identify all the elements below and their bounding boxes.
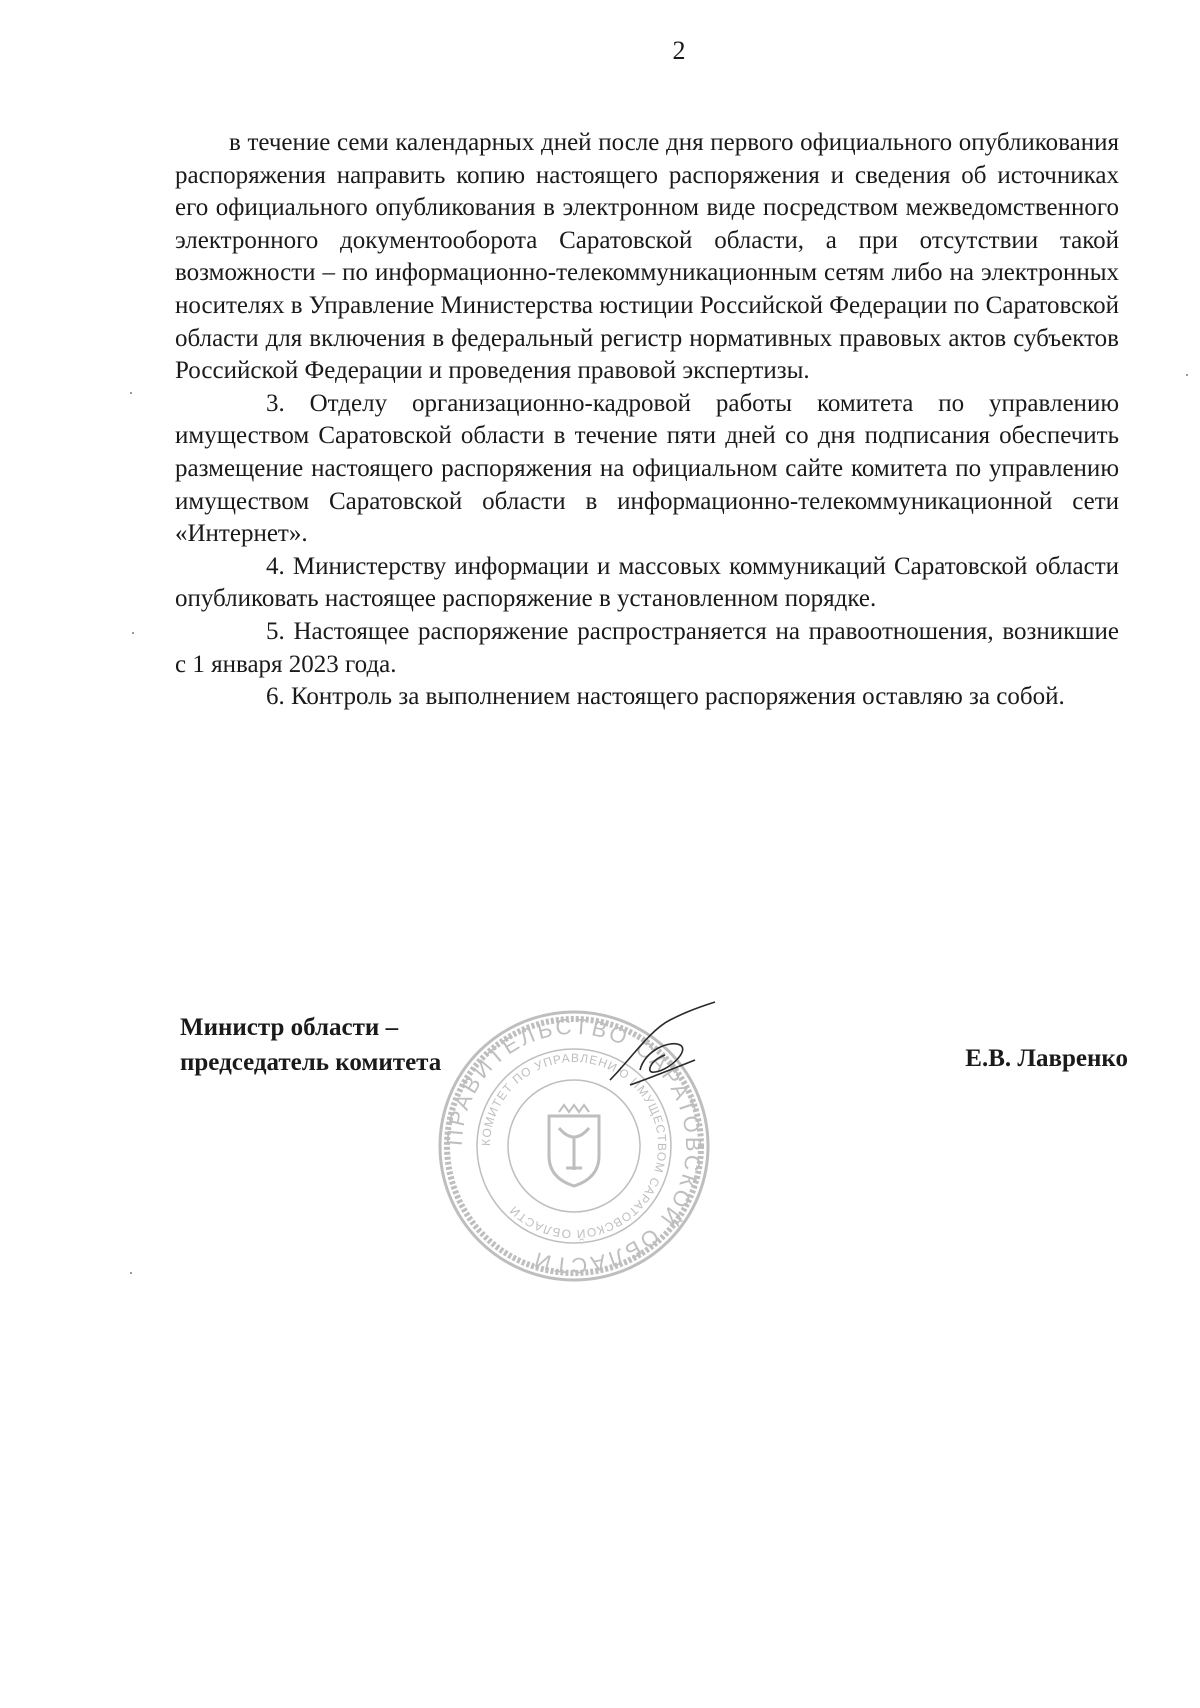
page-number: 2 bbox=[672, 36, 686, 65]
signature-title-line-1: Министр области – bbox=[180, 1014, 399, 1041]
scan-speck bbox=[130, 1272, 132, 1274]
paragraph-item-5: 5. Настоящее распоряжение распространяется на правоотношения, возникшие с 1 января 2023 года. bbox=[175, 617, 1119, 678]
signature-title-line-2: председатель комитета bbox=[180, 1049, 442, 1076]
scan-speck bbox=[1186, 374, 1188, 376]
paragraph-item-6: 6. Контроль за выполнением настоящего распоряжения оставляю за собой. bbox=[266, 683, 1065, 711]
handwritten-signature bbox=[600, 1000, 720, 1090]
paragraph-item-4: 4. Министерству информации и массовых коммуникаций Саратовской области опубликовать настоящее распоряжение в установленном порядке. bbox=[175, 552, 1119, 613]
body-text bbox=[175, 127, 1119, 714]
scan-speck bbox=[132, 632, 134, 634]
signature-title bbox=[180, 1010, 441, 1080]
paragraph-publication-copy: в течение семи календарных дней после дня первого официального опубликования распоряжения направить копию настоящего распоряжения и сведения об источниках его официального опубликования в электронном виде посредством межведомственного электронного документооборота Саратовской области, а при отсутствии такой возможности – по информационно-телекоммуникационным сетям либо на электронных носителях в Управление Министерства юстиции Российской Федерации по Саратовской области для включения в федеральный регистр нормативных правовых актов субъектов Российской Федерации и проведения правовой экспертизы. bbox=[175, 129, 1119, 385]
seal-inner-text: КОМИТЕТ ПО УПРАВЛЕНИЮ ИМУЩЕСТВОМ САРАТОВСКОЙ ОБЛАСТИ bbox=[478, 1050, 670, 1242]
scan-speck bbox=[130, 392, 132, 394]
coat-of-arms-icon bbox=[549, 1105, 599, 1186]
paragraph-item-3: 3. Отделу организационно-кадровой работы комитета по управлению имуществом Саратовской области в течение пяти дней со дня подписания обеспечить размещение настоящего распоряжения на официальном сайте комитета по управлению имуществом Саратовской области в информационно-телекоммуникационной сети «Интернет». bbox=[175, 389, 1119, 548]
signer-name: Е.В. Лавренко bbox=[965, 1045, 1128, 1072]
seal-outer-text: ПРАВИТЕЛЬСТВО САРАТОВСКОЙ ОБЛАСТИ bbox=[441, 1013, 707, 1279]
